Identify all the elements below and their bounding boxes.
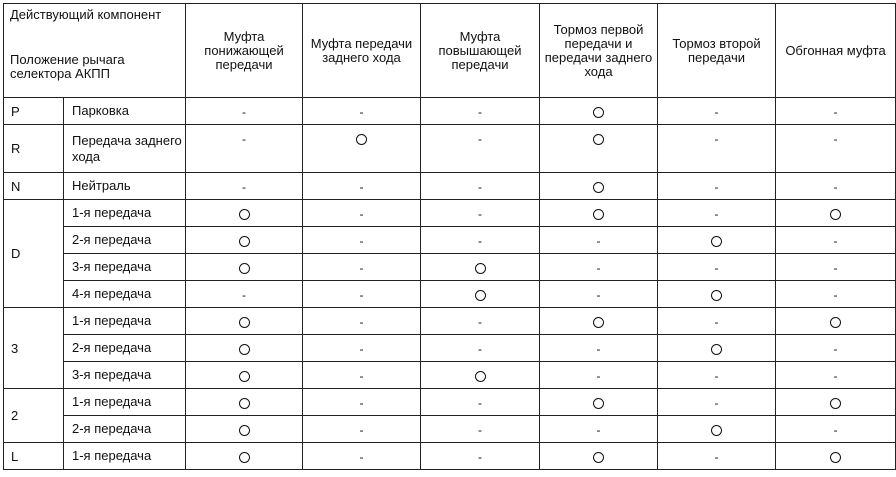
not-engaged-dash: - bbox=[359, 179, 364, 194]
component-state-cell bbox=[421, 200, 540, 227]
table-row bbox=[4, 362, 896, 389]
engagement-table-container bbox=[3, 3, 896, 470]
gear-label-cell: Парковка bbox=[64, 98, 186, 125]
component-state-cell bbox=[421, 227, 540, 254]
component-state-cell bbox=[776, 443, 896, 470]
clutch-engagement-table bbox=[3, 3, 896, 470]
component-state-cell bbox=[303, 281, 421, 308]
selector-position-cell: L bbox=[4, 443, 64, 470]
gear-label-cell: 2-я передача bbox=[64, 227, 186, 254]
table-body bbox=[4, 98, 896, 470]
not-engaged-dash: - bbox=[596, 287, 601, 302]
component-state-cell bbox=[186, 98, 303, 125]
not-engaged-dash: - bbox=[478, 132, 482, 146]
engaged-circle-icon bbox=[239, 317, 250, 328]
not-engaged-dash: - bbox=[833, 368, 838, 383]
engaged-circle-icon bbox=[239, 452, 250, 463]
not-engaged-dash: - bbox=[359, 422, 364, 437]
component-state-cell bbox=[186, 227, 303, 254]
not-engaged-dash: - bbox=[359, 314, 364, 329]
component-state-cell bbox=[186, 173, 303, 200]
engaged-circle-icon bbox=[356, 134, 367, 145]
component-state-cell bbox=[303, 362, 421, 389]
component-state-cell bbox=[421, 125, 540, 173]
not-engaged-dash: - bbox=[478, 341, 482, 356]
not-engaged-dash: - bbox=[714, 395, 719, 410]
table-row bbox=[4, 389, 896, 416]
component-state-cell bbox=[776, 389, 896, 416]
component-state-cell bbox=[776, 254, 896, 281]
component-state-cell bbox=[540, 281, 658, 308]
component-state-cell bbox=[186, 254, 303, 281]
column-header-one-way-clutch: Обгонная муфта bbox=[776, 4, 896, 98]
gear-label-cell: 3-я передача bbox=[64, 362, 186, 389]
table-row bbox=[4, 416, 896, 443]
component-state-cell bbox=[776, 308, 896, 335]
engaged-circle-icon bbox=[593, 398, 604, 409]
component-state-cell bbox=[303, 173, 421, 200]
not-engaged-dash: - bbox=[359, 287, 364, 302]
engaged-circle-icon bbox=[593, 317, 604, 328]
column-header-first-reverse-brake: Тормоз первой передачи и передачи заднего хода bbox=[540, 4, 658, 98]
not-engaged-dash: - bbox=[478, 179, 482, 194]
component-state-cell bbox=[540, 227, 658, 254]
component-state-cell bbox=[421, 335, 540, 362]
not-engaged-dash: - bbox=[833, 104, 838, 119]
component-state-cell bbox=[421, 389, 540, 416]
engaged-circle-icon bbox=[830, 317, 841, 328]
component-state-cell bbox=[186, 281, 303, 308]
component-state-cell bbox=[421, 308, 540, 335]
not-engaged-dash: - bbox=[833, 179, 838, 194]
engaged-circle-icon bbox=[593, 134, 604, 145]
table-header bbox=[4, 4, 896, 98]
not-engaged-dash: - bbox=[833, 287, 838, 302]
not-engaged-dash: - bbox=[714, 104, 719, 119]
selector-position-cell: P bbox=[4, 98, 64, 125]
component-state-cell bbox=[540, 254, 658, 281]
table-row bbox=[4, 335, 896, 362]
component-state-cell bbox=[540, 200, 658, 227]
not-engaged-dash: - bbox=[242, 179, 246, 194]
selector-position-cell: 2 bbox=[4, 389, 64, 443]
column-header-reverse-clutch: Муфта передачи заднего хода bbox=[303, 4, 421, 98]
selector-position-cell: D bbox=[4, 200, 64, 308]
not-engaged-dash: - bbox=[242, 287, 246, 302]
component-state-cell bbox=[540, 308, 658, 335]
not-engaged-dash: - bbox=[833, 341, 838, 356]
component-state-cell bbox=[540, 125, 658, 173]
component-state-cell bbox=[658, 200, 776, 227]
not-engaged-dash: - bbox=[714, 260, 719, 275]
table-row bbox=[4, 173, 896, 200]
engaged-circle-icon bbox=[593, 452, 604, 463]
gear-label-cell: 1-я передача bbox=[64, 389, 186, 416]
gear-label-cell: Передача заднего хода bbox=[64, 125, 186, 173]
gear-label-cell: 1-я передача bbox=[64, 308, 186, 335]
engaged-circle-icon bbox=[475, 290, 486, 301]
engaged-circle-icon bbox=[475, 371, 486, 382]
not-engaged-dash: - bbox=[596, 341, 601, 356]
component-state-cell bbox=[776, 416, 896, 443]
engaged-circle-icon bbox=[830, 452, 841, 463]
not-engaged-dash: - bbox=[359, 368, 364, 383]
not-engaged-dash: - bbox=[596, 368, 601, 383]
not-engaged-dash: - bbox=[714, 179, 719, 194]
component-state-cell bbox=[186, 362, 303, 389]
gear-label-cell: 2-я передача bbox=[64, 335, 186, 362]
table-row bbox=[4, 227, 896, 254]
gear-label-cell: 2-я передача bbox=[64, 416, 186, 443]
not-engaged-dash: - bbox=[714, 449, 719, 464]
engaged-circle-icon bbox=[593, 209, 604, 220]
component-state-cell bbox=[186, 335, 303, 362]
component-state-cell bbox=[776, 227, 896, 254]
not-engaged-dash: - bbox=[242, 104, 246, 119]
not-engaged-dash: - bbox=[478, 104, 482, 119]
selector-position-cell: 3 bbox=[4, 308, 64, 389]
component-state-cell bbox=[540, 389, 658, 416]
component-state-cell bbox=[776, 281, 896, 308]
not-engaged-dash: - bbox=[714, 206, 719, 221]
engaged-circle-icon bbox=[475, 263, 486, 274]
not-engaged-dash: - bbox=[478, 449, 482, 464]
not-engaged-dash: - bbox=[478, 314, 482, 329]
component-state-cell bbox=[658, 443, 776, 470]
gear-label-cell: 4-я передача bbox=[64, 281, 186, 308]
not-engaged-dash: - bbox=[833, 233, 838, 248]
component-state-cell bbox=[421, 416, 540, 443]
not-engaged-dash: - bbox=[242, 132, 246, 146]
component-state-cell bbox=[303, 125, 421, 173]
component-state-cell bbox=[186, 125, 303, 173]
selector-position-cell: R bbox=[4, 125, 64, 173]
component-state-cell bbox=[658, 173, 776, 200]
not-engaged-dash: - bbox=[596, 260, 601, 275]
column-header-downshift-clutch: Муфта понижающей передачи bbox=[186, 4, 303, 98]
table-row bbox=[4, 308, 896, 335]
gear-label-cell: 1-я передача bbox=[64, 200, 186, 227]
engaged-circle-icon bbox=[239, 371, 250, 382]
engaged-circle-icon bbox=[239, 209, 250, 220]
engaged-circle-icon bbox=[593, 182, 604, 193]
not-engaged-dash: - bbox=[478, 395, 482, 410]
component-state-cell bbox=[658, 281, 776, 308]
table-row bbox=[4, 443, 896, 470]
selector-position-cell: N bbox=[4, 173, 64, 200]
not-engaged-dash: - bbox=[359, 395, 364, 410]
column-header-second-gear-brake: Тормоз второй передачи bbox=[658, 4, 776, 98]
component-state-cell bbox=[303, 389, 421, 416]
not-engaged-dash: - bbox=[833, 422, 838, 437]
not-engaged-dash: - bbox=[359, 233, 364, 248]
component-state-cell bbox=[303, 308, 421, 335]
component-state-cell bbox=[540, 98, 658, 125]
component-state-cell bbox=[540, 443, 658, 470]
not-engaged-dash: - bbox=[833, 260, 838, 275]
component-state-cell bbox=[776, 362, 896, 389]
corner-header-component: Действующий компонент bbox=[4, 4, 186, 51]
component-state-cell bbox=[421, 281, 540, 308]
component-state-cell bbox=[303, 443, 421, 470]
component-state-cell bbox=[421, 254, 540, 281]
component-state-cell bbox=[658, 335, 776, 362]
component-state-cell bbox=[658, 227, 776, 254]
component-state-cell bbox=[540, 335, 658, 362]
table-row bbox=[4, 200, 896, 227]
gear-label-cell: Нейтраль bbox=[64, 173, 186, 200]
component-state-cell bbox=[186, 389, 303, 416]
component-state-cell bbox=[421, 443, 540, 470]
engaged-circle-icon bbox=[239, 425, 250, 436]
engaged-circle-icon bbox=[830, 209, 841, 220]
gear-label-cell: 1-я передача bbox=[64, 443, 186, 470]
component-state-cell bbox=[658, 254, 776, 281]
component-state-cell bbox=[303, 227, 421, 254]
component-state-cell bbox=[658, 125, 776, 173]
component-state-cell bbox=[421, 98, 540, 125]
engaged-circle-icon bbox=[711, 344, 722, 355]
component-state-cell bbox=[186, 308, 303, 335]
component-state-cell bbox=[303, 335, 421, 362]
component-state-cell bbox=[540, 416, 658, 443]
engaged-circle-icon bbox=[593, 107, 604, 118]
not-engaged-dash: - bbox=[714, 132, 719, 146]
engaged-circle-icon bbox=[711, 425, 722, 436]
corner-header-selector-position: Положение рычага селектора АКПП bbox=[4, 51, 186, 98]
not-engaged-dash: - bbox=[478, 206, 482, 221]
engaged-circle-icon bbox=[239, 236, 250, 247]
not-engaged-dash: - bbox=[714, 368, 719, 383]
not-engaged-dash: - bbox=[359, 104, 364, 119]
not-engaged-dash: - bbox=[359, 260, 364, 275]
not-engaged-dash: - bbox=[596, 422, 601, 437]
engaged-circle-icon bbox=[239, 344, 250, 355]
component-state-cell bbox=[776, 98, 896, 125]
component-state-cell bbox=[776, 125, 896, 173]
not-engaged-dash: - bbox=[359, 341, 364, 356]
component-state-cell bbox=[421, 362, 540, 389]
not-engaged-dash: - bbox=[478, 233, 482, 248]
component-state-cell bbox=[658, 308, 776, 335]
component-state-cell bbox=[186, 443, 303, 470]
component-state-cell bbox=[776, 173, 896, 200]
component-state-cell bbox=[776, 200, 896, 227]
not-engaged-dash: - bbox=[478, 422, 482, 437]
component-state-cell bbox=[303, 254, 421, 281]
column-header-upshift-clutch: Муфта повышающей передачи bbox=[421, 4, 540, 98]
component-state-cell bbox=[658, 362, 776, 389]
table-row bbox=[4, 125, 896, 173]
component-state-cell bbox=[303, 98, 421, 125]
component-state-cell bbox=[776, 335, 896, 362]
not-engaged-dash: - bbox=[714, 314, 719, 329]
not-engaged-dash: - bbox=[359, 449, 364, 464]
component-state-cell bbox=[186, 200, 303, 227]
gear-label-cell: 3-я передача bbox=[64, 254, 186, 281]
component-state-cell bbox=[658, 389, 776, 416]
component-state-cell bbox=[186, 416, 303, 443]
component-state-cell bbox=[658, 416, 776, 443]
component-state-cell bbox=[303, 200, 421, 227]
not-engaged-dash: - bbox=[833, 132, 838, 146]
table-row bbox=[4, 254, 896, 281]
table-row bbox=[4, 98, 896, 125]
component-state-cell bbox=[540, 362, 658, 389]
component-state-cell bbox=[421, 173, 540, 200]
engaged-circle-icon bbox=[711, 236, 722, 247]
component-state-cell bbox=[303, 416, 421, 443]
engaged-circle-icon bbox=[239, 398, 250, 409]
engaged-circle-icon bbox=[711, 290, 722, 301]
not-engaged-dash: - bbox=[596, 233, 601, 248]
component-state-cell bbox=[540, 173, 658, 200]
engaged-circle-icon bbox=[239, 263, 250, 274]
engaged-circle-icon bbox=[830, 398, 841, 409]
table-row bbox=[4, 281, 896, 308]
component-state-cell bbox=[658, 98, 776, 125]
not-engaged-dash: - bbox=[359, 206, 364, 221]
